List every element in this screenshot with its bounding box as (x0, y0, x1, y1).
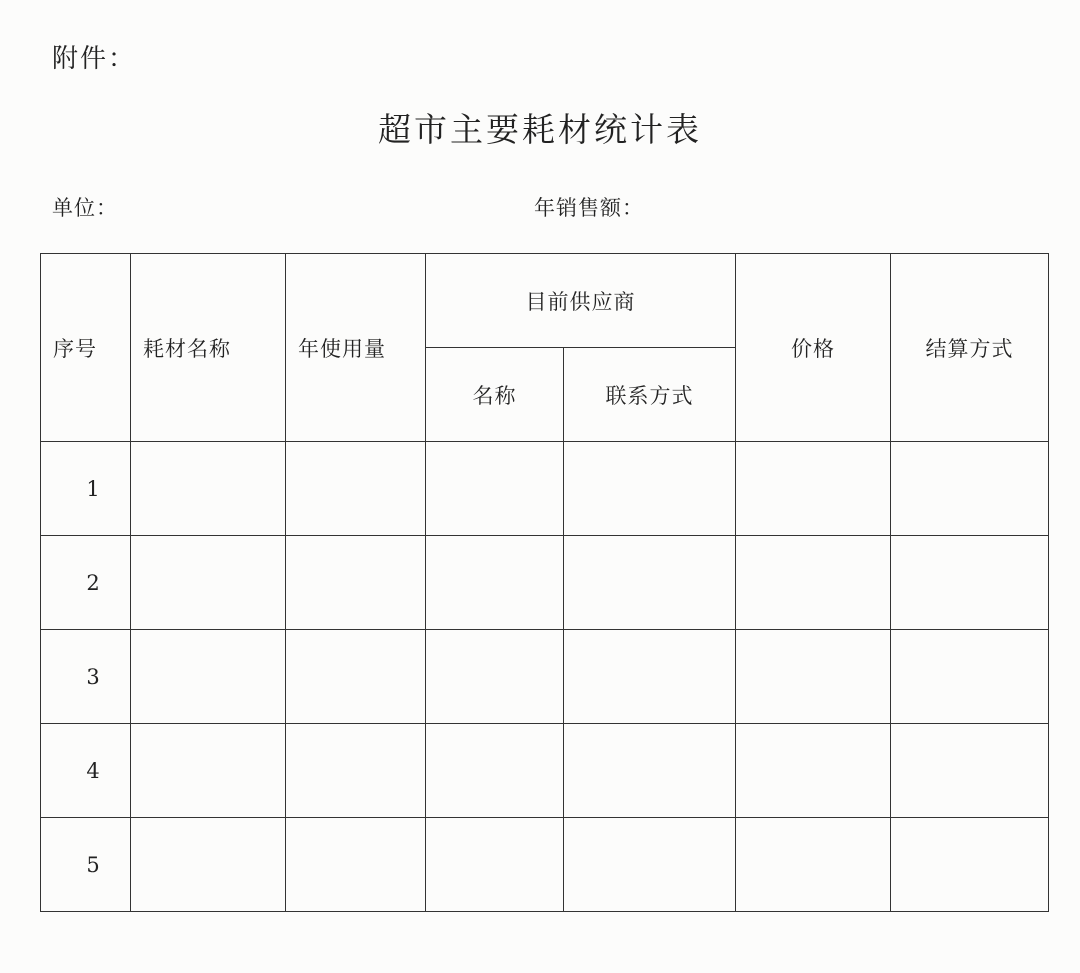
cell-settlement[interactable] (891, 536, 1049, 630)
header-supplier-name: 名称 (426, 348, 564, 442)
header-current-supplier: 目前供应商 (426, 254, 736, 348)
header-settlement: 结算方式 (891, 254, 1049, 442)
cell-supplier-name[interactable] (426, 724, 564, 818)
header-material-name: 耗材名称 (131, 254, 286, 442)
unit-label: 单位： (52, 196, 118, 220)
cell-price[interactable] (736, 724, 891, 818)
cell-supplier-contact[interactable] (564, 724, 736, 818)
cell-annual-usage[interactable] (286, 442, 426, 536)
cell-material-name[interactable] (131, 442, 286, 536)
header-price: 价格 (736, 254, 891, 442)
cell-settlement[interactable] (891, 724, 1049, 818)
cell-supplier-name[interactable] (426, 630, 564, 724)
cell-supplier-name[interactable] (426, 536, 564, 630)
row-number: 3 (41, 630, 131, 724)
cell-price[interactable] (736, 442, 891, 536)
cell-supplier-contact[interactable] (564, 818, 736, 912)
cell-supplier-contact[interactable] (564, 630, 736, 724)
cell-settlement[interactable] (891, 630, 1049, 724)
consumables-table (40, 253, 1049, 912)
cell-settlement[interactable] (891, 442, 1049, 536)
table-row (41, 724, 1049, 818)
table-header-row (41, 254, 1049, 348)
cell-annual-usage[interactable] (286, 536, 426, 630)
cell-supplier-contact[interactable] (564, 442, 736, 536)
cell-annual-usage[interactable] (286, 630, 426, 724)
cell-price[interactable] (736, 630, 891, 724)
table-row (41, 442, 1049, 536)
cell-supplier-name[interactable] (426, 818, 564, 912)
cell-annual-usage[interactable] (286, 724, 426, 818)
table-row (41, 630, 1049, 724)
cell-supplier-contact[interactable] (564, 536, 736, 630)
cell-material-name[interactable] (131, 724, 286, 818)
header-no: 序号 (41, 254, 131, 442)
cell-material-name[interactable] (131, 630, 286, 724)
page-title: 超市主要耗材统计表 (378, 110, 702, 149)
cell-price[interactable] (736, 536, 891, 630)
row-number: 1 (41, 442, 131, 536)
cell-supplier-name[interactable] (426, 442, 564, 536)
header-annual-usage: 年使用量 (286, 254, 426, 442)
cell-material-name[interactable] (131, 536, 286, 630)
cell-material-name[interactable] (131, 818, 286, 912)
cell-annual-usage[interactable] (286, 818, 426, 912)
row-number: 4 (41, 724, 131, 818)
attachment-label: 附件： (52, 44, 137, 74)
header-supplier-contact: 联系方式 (564, 348, 736, 442)
row-number: 2 (41, 536, 131, 630)
cell-price[interactable] (736, 818, 891, 912)
table-row (41, 536, 1049, 630)
row-number: 5 (41, 818, 131, 912)
cell-settlement[interactable] (891, 818, 1049, 912)
annual-sales-label: 年销售额： (534, 196, 644, 220)
table-row (41, 818, 1049, 912)
